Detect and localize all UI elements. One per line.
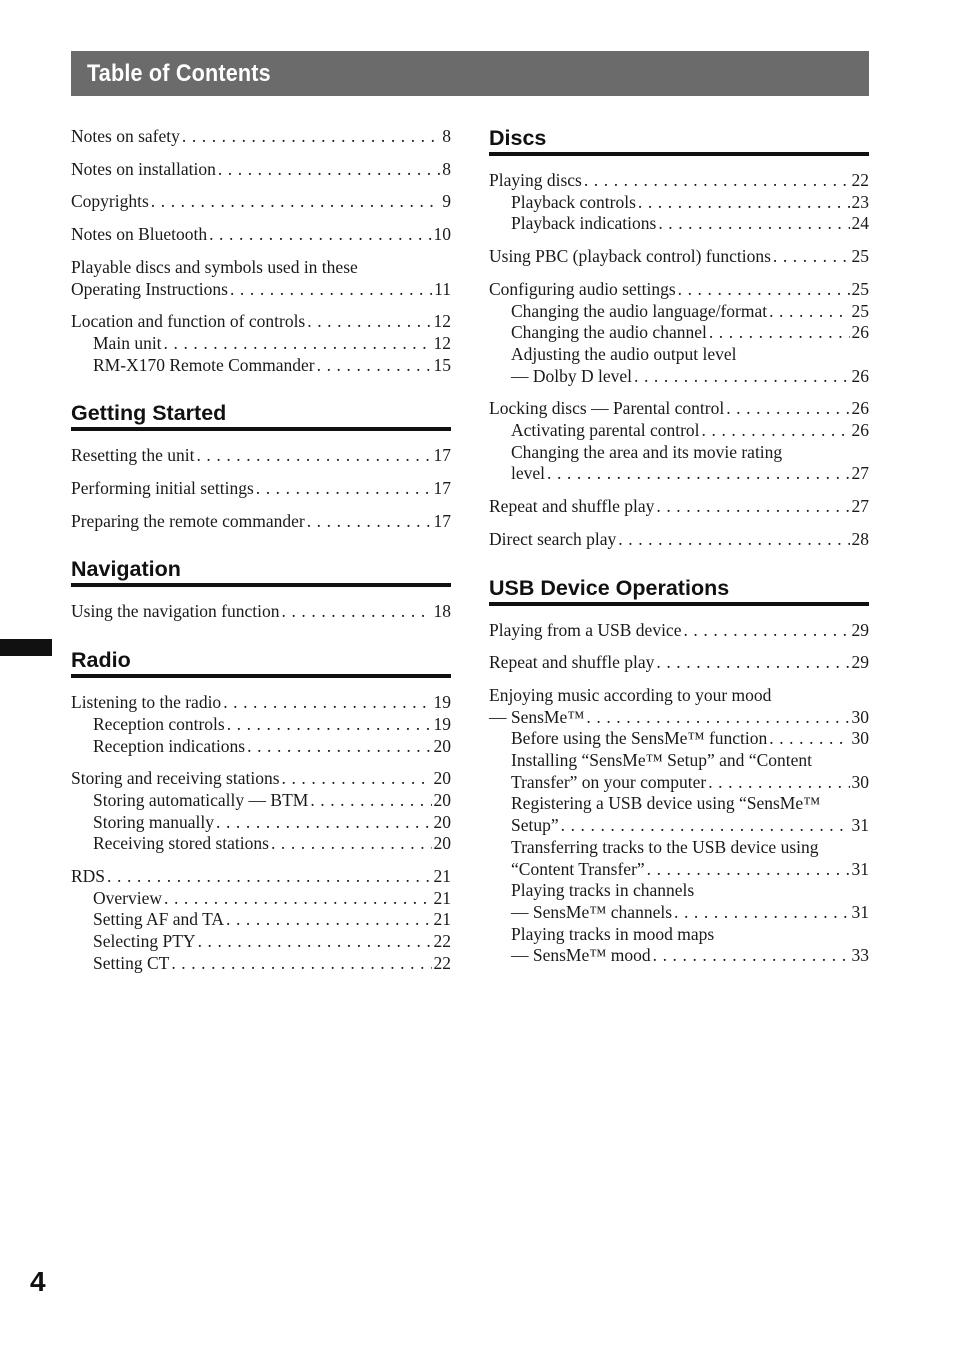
toc-page-number: 8 <box>442 126 451 146</box>
page-number: 4 <box>30 1266 46 1297</box>
toc-entry-label: Transfer” on your computer <box>511 771 707 792</box>
dot-leader <box>171 953 431 975</box>
toc-subentry[interactable] <box>71 355 451 377</box>
toc-group <box>489 279 869 388</box>
dot-leader <box>647 859 850 881</box>
toc-entry-text: Transferring tracks to the USB device using <box>511 836 819 857</box>
toc-entry-label: Notes on installation <box>71 158 216 179</box>
toc-title-bar <box>71 51 869 96</box>
toc-group <box>489 496 869 518</box>
toc-entry-label: Setting AF and TA <box>93 909 224 930</box>
dot-leader <box>638 192 850 214</box>
dot-leader <box>227 714 432 736</box>
dot-leader <box>230 279 432 301</box>
dot-leader <box>164 888 431 910</box>
toc-entry-label: Notes on Bluetooth <box>71 224 208 245</box>
dot-leader <box>658 213 849 235</box>
toc-entry-label: Locking discs — Parental control <box>489 398 725 419</box>
dot-leader <box>709 322 850 344</box>
toc-entry[interactable] <box>489 496 869 518</box>
section-heading: Radio <box>71 648 451 678</box>
toc-entry-label: Resetting the unit <box>71 445 195 466</box>
toc-page-number: 26 <box>851 322 869 343</box>
toc-subentry[interactable] <box>71 833 451 855</box>
toc-page-number: 20 <box>433 811 451 832</box>
toc-entry[interactable] <box>71 692 451 714</box>
section-heading: Getting Started <box>71 401 451 431</box>
toc-entry-label: Repeat and shuffle play <box>489 496 655 517</box>
toc-entry[interactable] <box>489 170 869 192</box>
toc-entry-text: Playing tracks in mood maps <box>511 923 715 944</box>
dot-leader <box>561 815 850 837</box>
dot-leader <box>653 945 850 967</box>
dot-leader <box>164 333 432 355</box>
toc-entry-text: Playing tracks in channels <box>511 880 695 901</box>
dot-leader <box>307 511 432 533</box>
toc-subentry[interactable] <box>71 790 451 812</box>
toc-group <box>489 170 869 235</box>
toc-page-number: 11 <box>434 278 451 299</box>
toc-entry-label: Location and function of controls <box>71 311 306 332</box>
section-tab-marker <box>0 639 52 656</box>
right-column <box>489 126 869 978</box>
toc-subentry[interactable] <box>489 322 869 344</box>
toc-entry-label: Setting CT <box>93 952 170 973</box>
dot-leader <box>182 126 440 148</box>
toc-page-number: 19 <box>433 692 451 713</box>
usb-section <box>489 576 869 968</box>
toc-page-number: 26 <box>851 420 869 441</box>
dot-leader <box>282 768 432 790</box>
section-heading: Navigation <box>71 557 451 587</box>
intro-section <box>71 126 451 376</box>
toc-subentry[interactable] <box>71 812 451 834</box>
toc-entry[interactable] <box>71 511 451 533</box>
toc-entry-label: Using the navigation function <box>71 601 280 622</box>
discs-section <box>489 126 869 551</box>
toc-entry-label: — SensMe™ <box>489 706 585 727</box>
toc-entry[interactable] <box>489 707 869 729</box>
left-column <box>71 126 451 986</box>
toc-page-number: 10 <box>433 224 451 245</box>
toc-entry-label: Repeat and shuffle play <box>489 652 655 673</box>
dot-leader <box>307 311 431 333</box>
toc-entry-label: Selecting PTY <box>93 931 196 952</box>
toc-page-number: 23 <box>851 191 869 212</box>
toc-entry[interactable] <box>71 478 451 500</box>
toc-page-number: 30 <box>851 706 869 727</box>
toc-page-number: 21 <box>433 866 451 887</box>
toc-page-number: 8 <box>442 158 451 179</box>
toc-page-number: 26 <box>851 365 869 386</box>
toc-entry-label: Reception controls <box>93 713 225 734</box>
dot-leader <box>584 170 850 192</box>
toc-subentry[interactable] <box>489 366 869 388</box>
toc-subentry[interactable] <box>489 902 869 924</box>
toc-entry-label: Notes on safety <box>71 126 180 146</box>
toc-entry-label: Listening to the radio <box>71 692 222 713</box>
dot-leader <box>209 224 431 246</box>
toc-group <box>71 768 451 855</box>
toc-subentry[interactable] <box>71 953 451 975</box>
toc-entry[interactable] <box>71 768 451 790</box>
toc-entry[interactable] <box>71 126 451 148</box>
toc-group <box>71 866 451 975</box>
toc-entry-text: Enjoying music according to your mood <box>489 684 772 705</box>
dot-leader <box>656 652 849 674</box>
toc-page-number: 17 <box>433 445 451 466</box>
toc-group <box>71 224 451 246</box>
toc-entry-label: Storing and receiving stations <box>71 768 280 789</box>
toc-subentry[interactable] <box>489 301 869 323</box>
toc-subentry[interactable] <box>71 931 451 953</box>
dot-leader <box>769 301 849 323</box>
toc-entry-label: Activating parental control <box>511 420 700 441</box>
toc-entry[interactable] <box>489 620 869 642</box>
toc-entry[interactable] <box>71 601 451 623</box>
toc-entry-label: — SensMe™ channels <box>511 901 673 922</box>
dot-leader <box>317 355 432 377</box>
toc-entry-label: Setup” <box>511 815 559 836</box>
toc-page-number: 27 <box>851 463 869 484</box>
toc-subentry[interactable] <box>489 945 869 967</box>
toc-entry-label: Storing manually <box>93 811 215 832</box>
dot-leader <box>769 728 849 750</box>
toc-group <box>71 445 451 467</box>
toc-entry-label: Changing the audio channel <box>511 322 707 343</box>
dot-leader <box>674 902 849 924</box>
getting-started-section <box>71 401 451 532</box>
toc-page-number: 27 <box>851 496 869 517</box>
navigation-section <box>71 557 451 623</box>
toc-entry-label: Main unit <box>93 332 162 353</box>
dot-leader <box>107 866 431 888</box>
toc-page-number: 20 <box>433 833 451 854</box>
toc-entry-label: Reception indications <box>93 735 246 756</box>
toc-page-number: 15 <box>433 354 451 375</box>
toc-page-number: 25 <box>851 278 869 299</box>
toc-group <box>489 529 869 551</box>
toc-subentry[interactable] <box>71 736 451 758</box>
dot-leader <box>247 736 431 758</box>
toc-page-number: 22 <box>433 931 451 952</box>
toc-entry-label: Using PBC (playback control) functions <box>489 246 771 267</box>
dot-leader <box>656 496 849 518</box>
toc-subentry[interactable] <box>489 463 869 485</box>
section-heading: USB Device Operations <box>489 576 869 606</box>
toc-subentry[interactable] <box>489 728 869 750</box>
toc-entry-label: RM-X170 Remote Commander <box>93 354 315 375</box>
toc-subentry[interactable] <box>71 333 451 355</box>
toc-entry-text: Installing “SensMe™ Setup” and “Content <box>511 750 812 771</box>
toc-page-number: 20 <box>433 789 451 810</box>
toc-subentry[interactable] <box>489 213 869 235</box>
toc-page-number: 9 <box>442 191 451 212</box>
toc-group <box>71 159 451 181</box>
toc-page-number: 31 <box>851 815 869 836</box>
toc-entry[interactable] <box>489 246 869 268</box>
toc-group <box>71 126 451 148</box>
toc-subentry[interactable] <box>71 714 451 736</box>
toc-entry-label: RDS <box>71 866 106 887</box>
toc-entry-label: Direct search play <box>489 528 617 549</box>
toc-entry-label: Overview <box>93 887 163 908</box>
toc-page-number: 19 <box>433 713 451 734</box>
toc-page-number: 29 <box>851 652 869 673</box>
toc-group <box>489 398 869 485</box>
toc-page-number: 12 <box>433 332 451 353</box>
toc-page-number: 24 <box>851 213 869 234</box>
toc-entry-label: Operating Instructions <box>71 278 228 299</box>
toc-page-number: 28 <box>851 528 869 549</box>
toc-page-number: 30 <box>851 728 869 749</box>
dot-leader <box>256 478 432 500</box>
toc-group <box>489 652 869 674</box>
toc-page-number: 20 <box>433 735 451 756</box>
dot-leader <box>218 159 440 181</box>
page-title: Table of Contents <box>87 59 271 87</box>
toc-entry[interactable] <box>71 279 451 301</box>
toc-entry[interactable] <box>489 398 869 420</box>
dot-leader <box>226 909 432 931</box>
toc-group <box>71 601 451 623</box>
toc-group <box>71 311 451 376</box>
toc-page-number: 33 <box>851 945 869 966</box>
toc-page-number: 12 <box>433 311 451 332</box>
toc-entry-label: “Content Transfer” <box>511 858 645 879</box>
toc-subentry[interactable] <box>489 192 869 214</box>
dot-leader <box>618 529 849 551</box>
dot-leader <box>547 463 849 485</box>
dot-leader <box>282 601 432 623</box>
toc-entry[interactable] <box>71 224 451 246</box>
toc-entry-label: Preparing the remote commander <box>71 510 305 531</box>
toc-page-number: 21 <box>433 909 451 930</box>
toc-entry[interactable] <box>71 311 451 333</box>
toc-entry-label: Playing from a USB device <box>489 619 682 640</box>
dot-leader <box>310 790 431 812</box>
toc-entry-label: Playback controls <box>511 191 636 212</box>
dot-leader <box>702 420 850 442</box>
toc-page-number: 18 <box>433 601 451 622</box>
toc-entry-text: Adjusting the audio output level <box>511 343 737 364</box>
dot-leader <box>196 445 431 467</box>
toc-entry-text: Registering a USB device using “SensMe™ <box>511 793 821 814</box>
toc-group <box>71 511 451 533</box>
toc-page-number: 31 <box>851 901 869 922</box>
toc-page-number: 20 <box>433 768 451 789</box>
toc-entry-label: Changing the audio language/format <box>511 300 768 321</box>
toc-entry-label: Copyrights <box>71 191 149 212</box>
toc-entry-label: Before using the SensMe™ function <box>511 728 768 749</box>
toc-entry[interactable] <box>71 191 451 213</box>
toc-entry-label: Playing discs <box>489 170 582 190</box>
dot-leader <box>683 620 849 642</box>
dot-leader <box>773 246 850 268</box>
toc-page-number: 26 <box>851 398 869 419</box>
dot-leader <box>151 191 440 213</box>
toc-group <box>489 685 869 967</box>
dot-leader <box>586 707 849 729</box>
toc-entry-label: Playback indications <box>511 213 657 234</box>
toc-page-number: 17 <box>433 510 451 531</box>
toc-page-number: 25 <box>851 300 869 321</box>
toc-page-number: 30 <box>851 771 869 792</box>
toc-page-number: 22 <box>433 952 451 973</box>
toc-entry[interactable] <box>71 445 451 467</box>
toc-page-number: 17 <box>433 478 451 499</box>
toc-entry[interactable] <box>489 652 869 674</box>
dot-leader <box>634 366 849 388</box>
toc-entry[interactable] <box>489 279 869 301</box>
toc-entry-text: Changing the area and its movie rating <box>511 441 783 462</box>
toc-group <box>489 246 869 268</box>
toc-subentry[interactable] <box>71 909 451 931</box>
toc-page-number: 21 <box>433 887 451 908</box>
dot-leader <box>216 812 431 834</box>
section-heading: Discs <box>489 126 869 156</box>
dot-leader <box>198 931 432 953</box>
toc-subentry[interactable] <box>489 772 869 794</box>
toc-entry-label: Storing automatically — BTM <box>93 789 309 810</box>
dot-leader <box>708 772 849 794</box>
toc-entry-label: Receiving stored stations <box>93 833 269 854</box>
toc-entry-text: Playable discs and symbols used in these <box>71 256 358 277</box>
toc-subentry[interactable] <box>489 815 869 837</box>
toc-group <box>489 620 869 642</box>
dot-leader <box>223 692 431 714</box>
toc-subentry[interactable] <box>489 420 869 442</box>
toc-entry-label: — Dolby D level <box>511 365 633 386</box>
toc-page-number: 31 <box>851 858 869 879</box>
toc-group <box>71 478 451 500</box>
toc-entry-label: — SensMe™ mood <box>511 945 651 966</box>
toc-group <box>71 692 451 757</box>
toc-page-number: 29 <box>851 619 869 640</box>
toc-entry[interactable] <box>71 866 451 888</box>
toc-entry-label: Configuring audio settings <box>489 278 676 299</box>
toc-entry[interactable] <box>71 159 451 181</box>
toc-entry-label: level <box>511 463 546 484</box>
toc-entry[interactable] <box>489 529 869 551</box>
toc-page-number: 22 <box>851 170 869 190</box>
dot-leader <box>271 833 432 855</box>
dot-leader <box>678 279 850 301</box>
toc-subentry[interactable] <box>489 859 869 881</box>
toc-entry-label: Performing initial settings <box>71 478 254 499</box>
toc-subentry[interactable] <box>71 888 451 910</box>
toc-page-number: 25 <box>851 246 869 267</box>
radio-section <box>71 648 451 974</box>
dot-leader <box>726 398 849 420</box>
toc-group <box>71 191 451 213</box>
toc-group <box>71 257 451 300</box>
